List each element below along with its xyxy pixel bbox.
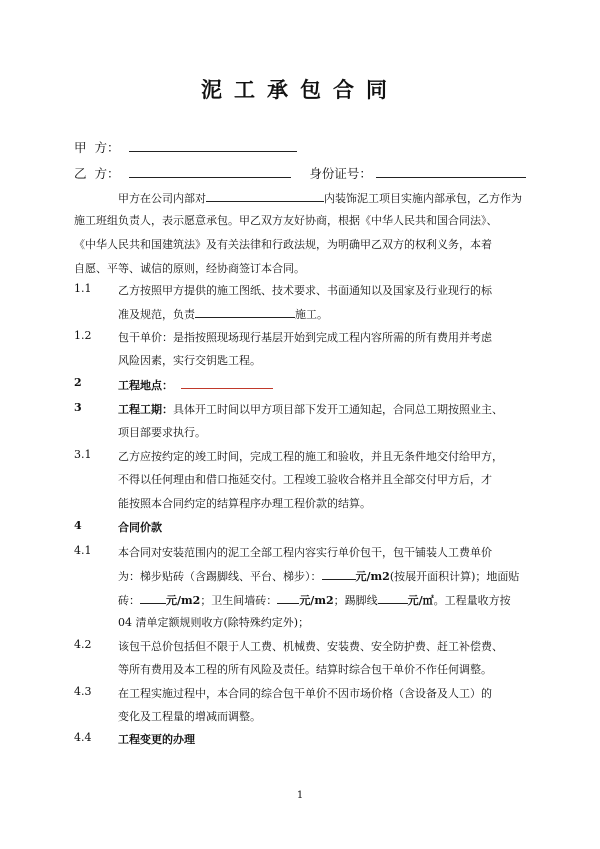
page-number: 1 bbox=[296, 790, 304, 801]
id-number-label: 身份证号： bbox=[309, 166, 372, 181]
id-number-blank bbox=[376, 165, 526, 178]
unit-text: 元/㎡ bbox=[407, 594, 434, 607]
preamble-text: 甲方在公司内部对 bbox=[118, 192, 206, 205]
party-b-row bbox=[74, 164, 526, 182]
clause-text: ；踢脚线 bbox=[333, 594, 378, 607]
party-a-blank bbox=[129, 139, 297, 152]
clause-3-1-line-2: 不得以任何理由和借口拖延交付。工程竣工验收合格并且全部交付甲方后，才 bbox=[118, 473, 492, 486]
clause-4-1-line-2 bbox=[118, 567, 519, 584]
site-label: 工程地点： bbox=[118, 379, 173, 392]
clause-4-4-label: 工程变更的办理 bbox=[118, 733, 195, 746]
scope-blank bbox=[195, 305, 295, 318]
section-2-row bbox=[118, 376, 273, 393]
clause-4-1-line-3 bbox=[118, 591, 511, 608]
price-blank bbox=[378, 591, 408, 604]
clause-1-2-line-1: 包干单价：是指按照现场现行基层开始到完成工程内容所需的所有费用并考虑 bbox=[118, 331, 492, 344]
party-b-label: 乙 方： bbox=[74, 166, 120, 181]
party-a-label: 甲 方： bbox=[74, 140, 120, 155]
section-number: 2 bbox=[74, 376, 82, 389]
contract-title: 泥工承包合同 bbox=[201, 78, 399, 102]
clause-text: 准及规范，负责 bbox=[118, 308, 195, 321]
clause-text: 施工。 bbox=[295, 308, 328, 321]
section-number: 3 bbox=[74, 401, 82, 414]
clause-text: 具体开工时间以甲方项目部下发开工通知起，合同总工期按照业主、 bbox=[173, 403, 503, 416]
preamble-line-2: 施工班组负责人，表示愿意承包。甲乙双方友好协商，根据《中华人民共和国合同法》、 bbox=[74, 214, 498, 227]
unit-text: 元/m2 bbox=[355, 570, 390, 583]
section-4-label: 合同价款 bbox=[118, 521, 162, 534]
clause-4-2-line-2: 等所有费用及本工程的所有风险及责任。结算时综合包干单价不作任何调整。 bbox=[118, 663, 492, 676]
price-blank bbox=[140, 591, 166, 604]
section-number: 4 bbox=[74, 519, 82, 532]
clause-1-1-line-2 bbox=[118, 305, 328, 322]
clause-number: 1.1 bbox=[74, 282, 92, 295]
clause-1-1-line-1: 乙方按照甲方提供的施工图纸、技术要求、书面通知以及国家及行业现行的标 bbox=[118, 284, 492, 297]
clause-text: 为：梯步贴砖（含踢脚线、平台、梯步）： bbox=[118, 570, 322, 583]
price-blank bbox=[322, 567, 356, 580]
project-blank bbox=[206, 189, 324, 202]
clause-number: 4.1 bbox=[74, 544, 92, 557]
party-a-row bbox=[74, 138, 297, 156]
clause-4-2-line-1: 该包干总价包括但不限于人工费、机械费、安装费、安全防护费、赶工补偿费、 bbox=[118, 640, 503, 653]
preamble-line-3: 《中华人民共和国建筑法》及有关法律和行政法规，为明确甲乙双方的权利义务，本着 bbox=[74, 238, 492, 251]
section-3-line-2: 项目部要求执行。 bbox=[118, 426, 206, 439]
clause-3-1-line-1: 乙方应按约定的竣工时间，完成工程的施工和验收，并且无条件地交付给甲方， bbox=[118, 450, 503, 463]
clause-1-2-line-2: 风险因素，实行交钥匙工程。 bbox=[118, 354, 261, 367]
clause-text: 。工程量收方按 bbox=[433, 594, 511, 607]
clause-4-1-line-1: 本合同对安装范围内的泥工全部工程内容实行单价包干，包干铺装人工费单价 bbox=[118, 546, 492, 559]
preamble-line-1 bbox=[118, 189, 522, 206]
unit-text: 元/m2 bbox=[299, 594, 334, 607]
clause-4-3-line-2: 变化及工程量的增减而调整。 bbox=[118, 710, 261, 723]
clause-text: (按展开面积计算)；地面贴 bbox=[389, 570, 520, 583]
clause-text: ；卫生间墙砖： bbox=[200, 594, 278, 607]
clause-number: 4.3 bbox=[74, 685, 92, 698]
preamble-line-4: 自愿、平等、诚信的原则，经协商签订本合同。 bbox=[74, 262, 305, 275]
section-3-line-1 bbox=[118, 401, 503, 417]
clause-number: 1.2 bbox=[74, 329, 92, 342]
clause-number: 3.1 bbox=[74, 448, 92, 461]
clause-text: 砖： bbox=[118, 594, 140, 607]
clause-number: 4.2 bbox=[74, 638, 92, 651]
preamble-text: 内装饰泥工项目实施内部承包，乙方作为 bbox=[324, 192, 522, 205]
party-b-blank bbox=[129, 165, 291, 178]
clause-4-3-line-1: 在工程实施过程中，本合同的综合包干单价不因市场价格（含设备及人工）的 bbox=[118, 687, 492, 700]
clause-3-1-line-3: 能按照本合同约定的结算程序办理工程价款的结算。 bbox=[118, 497, 371, 510]
clause-4-1-line-4: 04 清单定额规则收方(除特殊约定外)； bbox=[118, 616, 310, 629]
duration-label: 工程工期： bbox=[118, 403, 173, 416]
site-blank bbox=[181, 376, 273, 389]
price-blank bbox=[277, 591, 299, 604]
unit-text: 元/m2 bbox=[166, 594, 201, 607]
clause-number: 4.4 bbox=[74, 731, 92, 744]
